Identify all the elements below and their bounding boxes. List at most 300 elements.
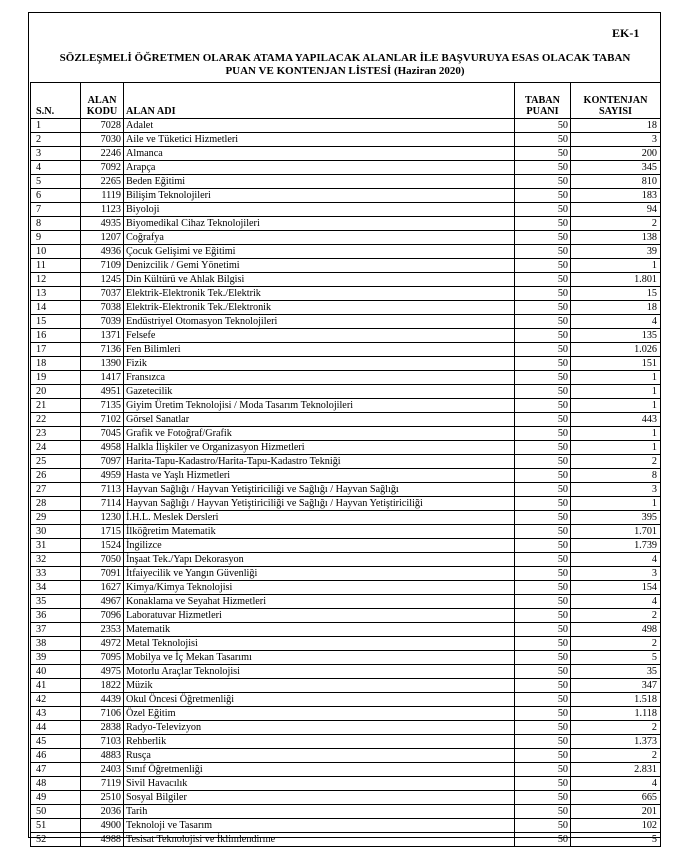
row-name: Tarih [124,805,515,819]
row-name: Özel Eğitim [124,707,515,721]
row-taban: 50 [515,455,571,469]
row-kontenjan: 154 [571,581,661,595]
row-code: 1390 [81,357,124,371]
row-name: Çocuk Gelişimi ve Eğitimi [124,245,515,259]
row-taban: 50 [515,245,571,259]
row-code: 1371 [81,329,124,343]
row-code: 4951 [81,385,124,399]
row-sn: 50 [31,805,81,819]
row-name: Harita-Tapu-Kadastro/Harita-Tapu-Kadastro Tekniği [124,455,515,469]
row-sn: 6 [31,189,81,203]
row-name: Rusça [124,749,515,763]
table-row [31,371,661,385]
row-name: Görsel Sanatlar [124,413,515,427]
row-taban: 50 [515,819,571,833]
row-code: 1119 [81,189,124,203]
table-row [31,609,661,623]
row-name: Tesisat Teknolojisi ve İklimlendirme [124,833,515,847]
row-kontenjan: 3 [571,483,661,497]
row-taban: 50 [515,693,571,707]
row-sn: 24 [31,441,81,455]
row-code: 7097 [81,455,124,469]
table-row [31,119,661,133]
row-kontenjan: 102 [571,819,661,833]
row-sn: 17 [31,343,81,357]
row-code: 1822 [81,679,124,693]
table-row [31,665,661,679]
row-kontenjan: 1 [571,371,661,385]
row-name: Endüstriyel Otomasyon Teknolojileri [124,315,515,329]
row-sn: 13 [31,287,81,301]
table-row [31,413,661,427]
row-code: 7106 [81,707,124,721]
row-taban: 50 [515,329,571,343]
document-code: EK-1 [612,26,640,40]
row-kontenjan: 2 [571,721,661,735]
row-sn: 34 [31,581,81,595]
row-sn: 41 [31,679,81,693]
row-taban: 50 [515,315,571,329]
row-code: 7092 [81,161,124,175]
row-code: 2403 [81,763,124,777]
row-sn: 1 [31,119,81,133]
row-sn: 46 [31,749,81,763]
row-kontenjan: 395 [571,511,661,525]
table-row [31,791,661,805]
row-code: 4900 [81,819,124,833]
table-row [31,259,661,273]
row-code: 4959 [81,469,124,483]
row-kontenjan: 39 [571,245,661,259]
row-code: 7102 [81,413,124,427]
row-taban: 50 [515,833,571,847]
row-name: Fransızca [124,371,515,385]
header-name-label: ALAN ADI [126,106,176,117]
row-sn: 29 [31,511,81,525]
row-sn: 43 [31,707,81,721]
row-kontenjan: 151 [571,357,661,371]
row-taban: 50 [515,427,571,441]
row-kontenjan: 1.739 [571,539,661,553]
table-row [31,329,661,343]
header-code [81,83,124,119]
row-taban: 50 [515,749,571,763]
row-code: 4975 [81,665,124,679]
row-name: Hayvan Sağlığı / Hayvan Yetiştiriciliği ve Sağlığı / Hayvan Yetiştiriciliği [124,497,515,511]
row-taban: 50 [515,189,571,203]
row-kontenjan: 4 [571,777,661,791]
row-taban: 50 [515,175,571,189]
row-name: İngilizce [124,539,515,553]
row-taban: 50 [515,511,571,525]
table-row [31,399,661,413]
header-taban-line1: TABAN [525,95,560,106]
table-row [31,693,661,707]
table-row [31,427,661,441]
row-name: Bilişim Teknolojileri [124,189,515,203]
row-sn: 40 [31,665,81,679]
row-sn: 47 [31,763,81,777]
table-row [31,651,661,665]
row-name: Motorlu Araçlar Teknolojisi [124,665,515,679]
header-kontenjan-line2: SAYISI [598,106,633,117]
row-sn: 36 [31,609,81,623]
table-row [31,721,661,735]
row-code: 1245 [81,273,124,287]
row-kontenjan: 1.518 [571,693,661,707]
row-kontenjan: 3 [571,567,661,581]
row-kontenjan: 4 [571,315,661,329]
row-sn: 2 [31,133,81,147]
row-name: Okul Öncesi Öğretmenliği [124,693,515,707]
row-kontenjan: 2 [571,637,661,651]
row-taban: 50 [515,805,571,819]
row-taban: 50 [515,651,571,665]
row-taban: 50 [515,469,571,483]
row-taban: 50 [515,567,571,581]
row-code: 4988 [81,833,124,847]
header-code-line1: ALAN [87,95,117,106]
row-taban: 50 [515,581,571,595]
row-code: 2510 [81,791,124,805]
row-code: 7091 [81,567,124,581]
row-name: Hasta ve Yaşlı Hizmetleri [124,469,515,483]
row-kontenjan: 5 [571,651,661,665]
row-name: Din Kültürü ve Ahlak Bilgisi [124,273,515,287]
table-row [31,553,661,567]
row-code: 2036 [81,805,124,819]
row-code: 7028 [81,119,124,133]
table-row [31,441,661,455]
row-kontenjan: 200 [571,147,661,161]
row-kontenjan: 665 [571,791,661,805]
row-code: 4967 [81,595,124,609]
row-sn: 18 [31,357,81,371]
row-sn: 20 [31,385,81,399]
row-code: 7045 [81,427,124,441]
row-kontenjan: 4 [571,595,661,609]
table-row [31,735,661,749]
row-taban: 50 [515,665,571,679]
row-kontenjan: 2 [571,217,661,231]
row-sn: 28 [31,497,81,511]
row-kontenjan: 135 [571,329,661,343]
row-code: 4972 [81,637,124,651]
row-code: 7038 [81,301,124,315]
row-kontenjan: 1 [571,259,661,273]
table-row [31,301,661,315]
row-code: 1417 [81,371,124,385]
row-sn: 52 [31,833,81,847]
row-name: Adalet [124,119,515,133]
row-name: Teknoloji ve Tasarım [124,819,515,833]
row-taban: 50 [515,413,571,427]
row-kontenjan: 15 [571,287,661,301]
row-code: 4958 [81,441,124,455]
row-taban: 50 [515,343,571,357]
row-sn: 7 [31,203,81,217]
row-kontenjan: 8 [571,469,661,483]
row-sn: 3 [31,147,81,161]
row-name: Fen Bilimleri [124,343,515,357]
row-name: Coğrafya [124,231,515,245]
table-row [31,469,661,483]
row-code: 7037 [81,287,124,301]
row-kontenjan: 1.026 [571,343,661,357]
row-taban: 50 [515,133,571,147]
row-name: Almanca [124,147,515,161]
row-name: Elektrik-Elektronik Tek./Elektrik [124,287,515,301]
row-name: Müzik [124,679,515,693]
row-sn: 31 [31,539,81,553]
row-name: Konaklama ve Seyahat Hizmetleri [124,595,515,609]
row-kontenjan: 345 [571,161,661,175]
header-code-line2: KODU [86,106,118,117]
row-name: Gazetecilik [124,385,515,399]
row-sn: 37 [31,623,81,637]
row-kontenjan: 183 [571,189,661,203]
table-body [31,119,661,847]
row-code: 7136 [81,343,124,357]
row-kontenjan: 1 [571,399,661,413]
row-taban: 50 [515,763,571,777]
row-name: İ.H.L. Meslek Dersleri [124,511,515,525]
row-code: 7119 [81,777,124,791]
row-name: İnşaat Tek./Yapı Dekorasyon [124,553,515,567]
row-code: 4883 [81,749,124,763]
row-kontenjan: 2 [571,455,661,469]
row-taban: 50 [515,637,571,651]
row-name: Mobilya ve İç Mekan Tasarımı [124,651,515,665]
row-taban: 50 [515,259,571,273]
row-sn: 45 [31,735,81,749]
row-kontenjan: 35 [571,665,661,679]
table-row [31,819,661,833]
row-sn: 48 [31,777,81,791]
table-row [31,273,661,287]
row-sn: 16 [31,329,81,343]
table-row [31,679,661,693]
row-sn: 39 [31,651,81,665]
row-taban: 50 [515,595,571,609]
table-row [31,161,661,175]
row-code: 2246 [81,147,124,161]
row-kontenjan: 4 [571,553,661,567]
row-name: Felsefe [124,329,515,343]
row-code: 7103 [81,735,124,749]
row-code: 7039 [81,315,124,329]
table-row [31,833,661,847]
header-row [31,83,661,119]
row-kontenjan: 1 [571,441,661,455]
row-sn: 35 [31,595,81,609]
row-taban: 50 [515,441,571,455]
row-taban: 50 [515,707,571,721]
row-name: Rehberlik [124,735,515,749]
row-code: 7096 [81,609,124,623]
row-sn: 8 [31,217,81,231]
table-row [31,707,661,721]
row-kontenjan: 810 [571,175,661,189]
table-row [31,581,661,595]
row-kontenjan: 3 [571,133,661,147]
row-taban: 50 [515,525,571,539]
row-taban: 50 [515,721,571,735]
row-code: 1715 [81,525,124,539]
row-taban: 50 [515,777,571,791]
row-sn: 23 [31,427,81,441]
row-taban: 50 [515,217,571,231]
quota-table [30,82,661,847]
row-taban: 50 [515,483,571,497]
row-code: 2265 [81,175,124,189]
row-taban: 50 [515,273,571,287]
header-sn-label: S.N. [36,106,55,117]
row-sn: 30 [31,525,81,539]
row-taban: 50 [515,497,571,511]
row-name: Sosyal Bilgiler [124,791,515,805]
header-name [124,83,515,119]
row-kontenjan: 18 [571,301,661,315]
row-kontenjan: 1.118 [571,707,661,721]
row-taban: 50 [515,371,571,385]
table-row [31,483,661,497]
document-title-line2: PUAN VE KONTENJAN LİSTESİ (Haziran 2020) [225,65,465,77]
table-row [31,357,661,371]
table-row [31,623,661,637]
table-row [31,133,661,147]
row-sn: 51 [31,819,81,833]
row-name: Arapça [124,161,515,175]
row-name: Sivil Havacılık [124,777,515,791]
row-code: 1207 [81,231,124,245]
header-taban-line2: PUANI [526,106,559,117]
header-kontenjan-line1: KONTENJAN [583,95,648,106]
row-taban: 50 [515,231,571,245]
header-kontenjan [571,83,661,119]
row-taban: 50 [515,553,571,567]
row-name: Sınıf Öğretmenliği [124,763,515,777]
row-name: Kimya/Kimya Teknolojisi [124,581,515,595]
row-taban: 50 [515,399,571,413]
row-taban: 50 [515,203,571,217]
table-row [31,525,661,539]
row-sn: 21 [31,399,81,413]
table-row [31,343,661,357]
row-sn: 26 [31,469,81,483]
row-code: 7050 [81,553,124,567]
table-row [31,175,661,189]
table-row [31,287,661,301]
row-code: 4439 [81,693,124,707]
row-sn: 11 [31,259,81,273]
table-row [31,189,661,203]
row-sn: 4 [31,161,81,175]
header-sn [31,83,81,119]
table-row [31,217,661,231]
row-sn: 12 [31,273,81,287]
table-row [31,385,661,399]
row-sn: 44 [31,721,81,735]
row-name: Biyoloji [124,203,515,217]
table-row [31,637,661,651]
row-code: 4936 [81,245,124,259]
row-kontenjan: 2.831 [571,763,661,777]
row-kontenjan: 498 [571,623,661,637]
row-code: 7135 [81,399,124,413]
row-name: Giyim Üretim Teknolojisi / Moda Tasarım Teknolojileri [124,399,515,413]
table-row [31,763,661,777]
row-sn: 49 [31,791,81,805]
row-taban: 50 [515,679,571,693]
row-name: Hayvan Sağlığı / Hayvan Yetiştiriciliği ve Sağlığı / Hayvan Sağlığı [124,483,515,497]
row-code: 7095 [81,651,124,665]
row-taban: 50 [515,539,571,553]
row-name: Radyo-Televizyon [124,721,515,735]
table-row [31,315,661,329]
row-name: Elektrik-Elektronik Tek./Elektronik [124,301,515,315]
table-row [31,231,661,245]
row-sn: 19 [31,371,81,385]
row-code: 1230 [81,511,124,525]
row-kontenjan: 1 [571,385,661,399]
row-kontenjan: 94 [571,203,661,217]
row-code: 7030 [81,133,124,147]
row-kontenjan: 1 [571,497,661,511]
row-name: Aile ve Tüketici Hizmetleri [124,133,515,147]
row-sn: 22 [31,413,81,427]
row-taban: 50 [515,385,571,399]
row-code: 4935 [81,217,124,231]
row-kontenjan: 347 [571,679,661,693]
row-code: 1627 [81,581,124,595]
row-kontenjan: 1 [571,427,661,441]
row-name: İlköğretim Matematik [124,525,515,539]
row-kontenjan: 1.701 [571,525,661,539]
table-row [31,777,661,791]
row-sn: 10 [31,245,81,259]
row-taban: 50 [515,301,571,315]
row-name: Metal Teknolojisi [124,637,515,651]
row-code: 7113 [81,483,124,497]
row-kontenjan: 138 [571,231,661,245]
table-row [31,455,661,469]
row-sn: 38 [31,637,81,651]
row-sn: 14 [31,301,81,315]
document-title [30,52,660,78]
row-kontenjan: 2 [571,609,661,623]
row-taban: 50 [515,609,571,623]
row-taban: 50 [515,623,571,637]
row-sn: 9 [31,231,81,245]
table-row [31,203,661,217]
row-sn: 27 [31,483,81,497]
table-row [31,539,661,553]
table-row [31,497,661,511]
row-sn: 32 [31,553,81,567]
row-name: Denizcilik / Gemi Yönetimi [124,259,515,273]
row-name: Matematik [124,623,515,637]
row-sn: 33 [31,567,81,581]
row-name: Laboratuvar Hizmetleri [124,609,515,623]
row-name: Beden Eğitimi [124,175,515,189]
row-sn: 42 [31,693,81,707]
row-name: Biyomedikal Cihaz Teknolojileri [124,217,515,231]
row-code: 1524 [81,539,124,553]
row-taban: 50 [515,119,571,133]
table-row [31,147,661,161]
row-sn: 25 [31,455,81,469]
